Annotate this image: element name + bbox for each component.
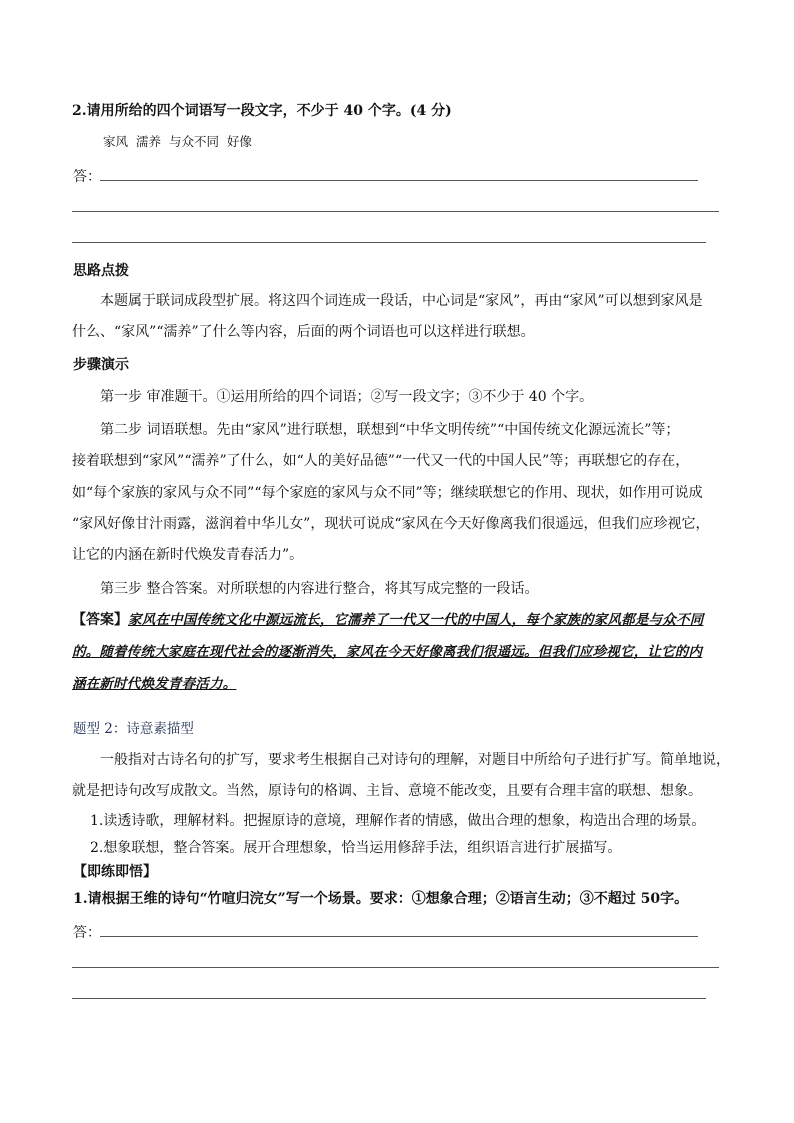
answer-line[interactable] bbox=[100, 936, 698, 937]
answer-line[interactable] bbox=[72, 242, 706, 243]
step-two: 让它的内涵在新时代焕发青春活力”。 bbox=[72, 547, 304, 563]
answer-tag: 【答案】 bbox=[72, 612, 128, 628]
type-heading: 题型 2：诗意素描型 bbox=[73, 721, 194, 737]
step-two: 第二步 词语联想。先由“家风”进行联想，联想到“中华文明传统”“中国传统文化源远流长”等； bbox=[100, 422, 680, 438]
practice-heading: 【即练即悟】 bbox=[73, 864, 157, 880]
answer-label: 答： bbox=[73, 169, 101, 185]
answer-text: 的。随着传统大家庭在现代社会的逐渐消失，家风在今天好像离我们很遥远。但我们应珍视它，让它的内 bbox=[72, 644, 703, 660]
practice-question: 1.请根据王维的诗句“竹喧归浣女”写一个场景。要求：①想象合理；②语言生动；③不超过 50字。 bbox=[73, 891, 689, 907]
answer-line[interactable] bbox=[72, 211, 719, 212]
answer-line[interactable] bbox=[72, 998, 706, 999]
answer-line[interactable] bbox=[72, 967, 719, 968]
analysis-paragraph: 什么、“家风”“濡养”了什么等内容，后面的两个词语也可以这样进行联想。 bbox=[72, 324, 535, 340]
given-words: 家风 濡养 与众不同 好像 bbox=[103, 134, 252, 149]
steps-heading: 步骤演示 bbox=[73, 357, 129, 373]
step-two: “家风好像甘汁雨露，滋润着中华儿女”，现状可说成“家风在今天好像离我们很遥远，但我们应珍视它， bbox=[72, 516, 710, 532]
step-three: 第三步 整合答案。对所联想的内容进行整合，将其写成完整的一段话。 bbox=[100, 581, 539, 597]
analysis-paragraph: 本题属于联词成段型扩展。将这四个词连成一段话，中心词是“家风”，再由“家风”可以想到家风是 bbox=[100, 293, 703, 309]
answer-label: 答： bbox=[73, 925, 101, 941]
answer-text: 家风在中国传统文化中源远流长，它濡养了一代又一代的中国人，每个家族的家风都是与众不同 bbox=[128, 612, 704, 628]
answer-line[interactable] bbox=[100, 180, 698, 181]
type-paragraph: 就是把诗句改写成散文。当然，原诗句的格调、主旨、意境不能改变，且要有合理丰富的联想、想象。 bbox=[72, 783, 702, 799]
question-title: 2.请用所给的四个词语写一段文字，不少于 40 个字。(4 分) bbox=[72, 103, 452, 119]
step-two: 如“每个家族的家风与众不同”“每个家庭的家风与众不同”等；继续联想它的作用、现状，如作用可说成 bbox=[72, 485, 703, 501]
method-point: 2.想象联想，整合答案。展开合理想象，恰当运用修辞手法，组织语言进行扩展描写。 bbox=[90, 840, 622, 856]
step-two: 接着联想到“家风”“濡养”了什么，如“人的美好品德”“一代又一代的中国人民”等；再联想它的存在， bbox=[72, 453, 690, 469]
answer-text: 涵在新时代焕发青春活力。 bbox=[72, 676, 237, 692]
method-point: 1.读透诗歌，理解材料。把握原诗的意境，理解作者的情感，做出合理的想象，构造出合理的场景。 bbox=[90, 813, 706, 829]
analysis-heading: 思路点拨 bbox=[73, 263, 129, 279]
answer-block bbox=[72, 611, 703, 629]
type-paragraph: 一般指对古诗名句的扩写，要求考生根据自己对诗句的理解，对题目中所给句子进行扩写。简单地说， bbox=[100, 752, 730, 768]
step-one: 第一步 审准题干。①运用所给的四个词语；②写一段文字；③不少于 40 个字。 bbox=[100, 389, 594, 405]
